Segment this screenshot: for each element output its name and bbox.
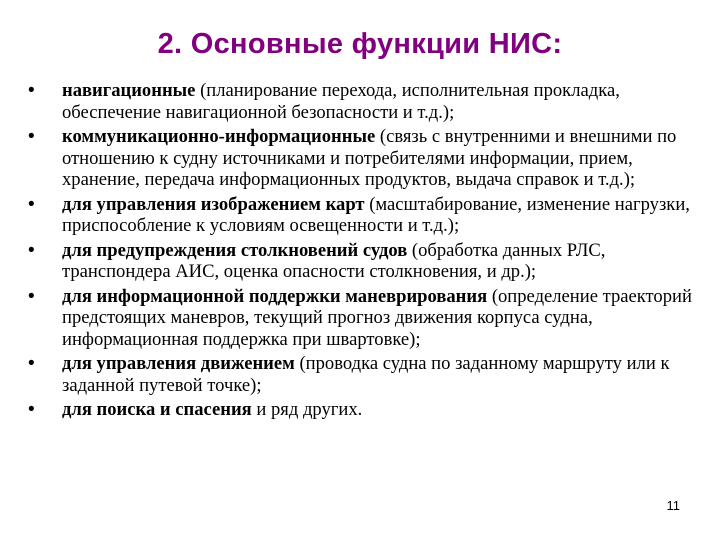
- bullet-icon: •: [28, 353, 35, 374]
- bullet-icon: •: [28, 126, 35, 147]
- function-term: для управления изображением карт: [62, 193, 365, 215]
- bullet-icon: •: [28, 285, 35, 307]
- list-item: [28, 286, 694, 351]
- bullet-icon: •: [28, 80, 35, 101]
- function-description: (обработка данных РЛС, транспондера АИС, оценка опасности столкновения, и др.);: [62, 239, 606, 282]
- page-number: 11: [666, 498, 680, 513]
- list-item: [28, 194, 694, 237]
- function-description: и ряд других.: [251, 399, 363, 420]
- function-term: навигационные: [62, 80, 196, 101]
- function-description: (определение траекторий предстоящих маневров, текущий прогноз движения корпуса судна, информационная поддержка при швартовке);: [62, 285, 692, 350]
- slide-title: 2. Основные функции НИС:: [157, 28, 563, 60]
- function-description: (масштабирование, изменение нагрузки, приспособление к условиям освещенности и т.д.);: [62, 193, 690, 236]
- function-term: для предупреждения столкновений судов: [62, 239, 408, 261]
- bullet-icon: •: [28, 399, 35, 420]
- function-term: коммуникационно-информационные: [62, 126, 376, 147]
- list-item: [28, 240, 694, 283]
- list-item: [28, 80, 694, 123]
- function-term: для управления движением: [62, 353, 295, 374]
- function-description: (планирование перехода, исполнительная прокладка, обеспечение навигационной безопасности и т.д.);: [62, 80, 620, 123]
- function-term: для поиска и спасения: [62, 399, 252, 420]
- bullet-icon: •: [28, 193, 35, 215]
- list-item: [28, 399, 694, 421]
- bullet-icon: •: [28, 239, 35, 261]
- function-term: для информационной поддержки маневрирования: [62, 285, 488, 307]
- function-description: (связь с внутренними и внешними по отношению к судну источниками и потребителями информации, прием, хранение, передача информационных продуктов, выдача справок и т.д.);: [62, 126, 677, 190]
- list-item: [28, 126, 694, 191]
- list-item: [28, 353, 694, 396]
- function-description: (проводка судна по заданному маршруту или к заданной путевой точке);: [62, 353, 670, 396]
- bullet-list: [28, 80, 694, 424]
